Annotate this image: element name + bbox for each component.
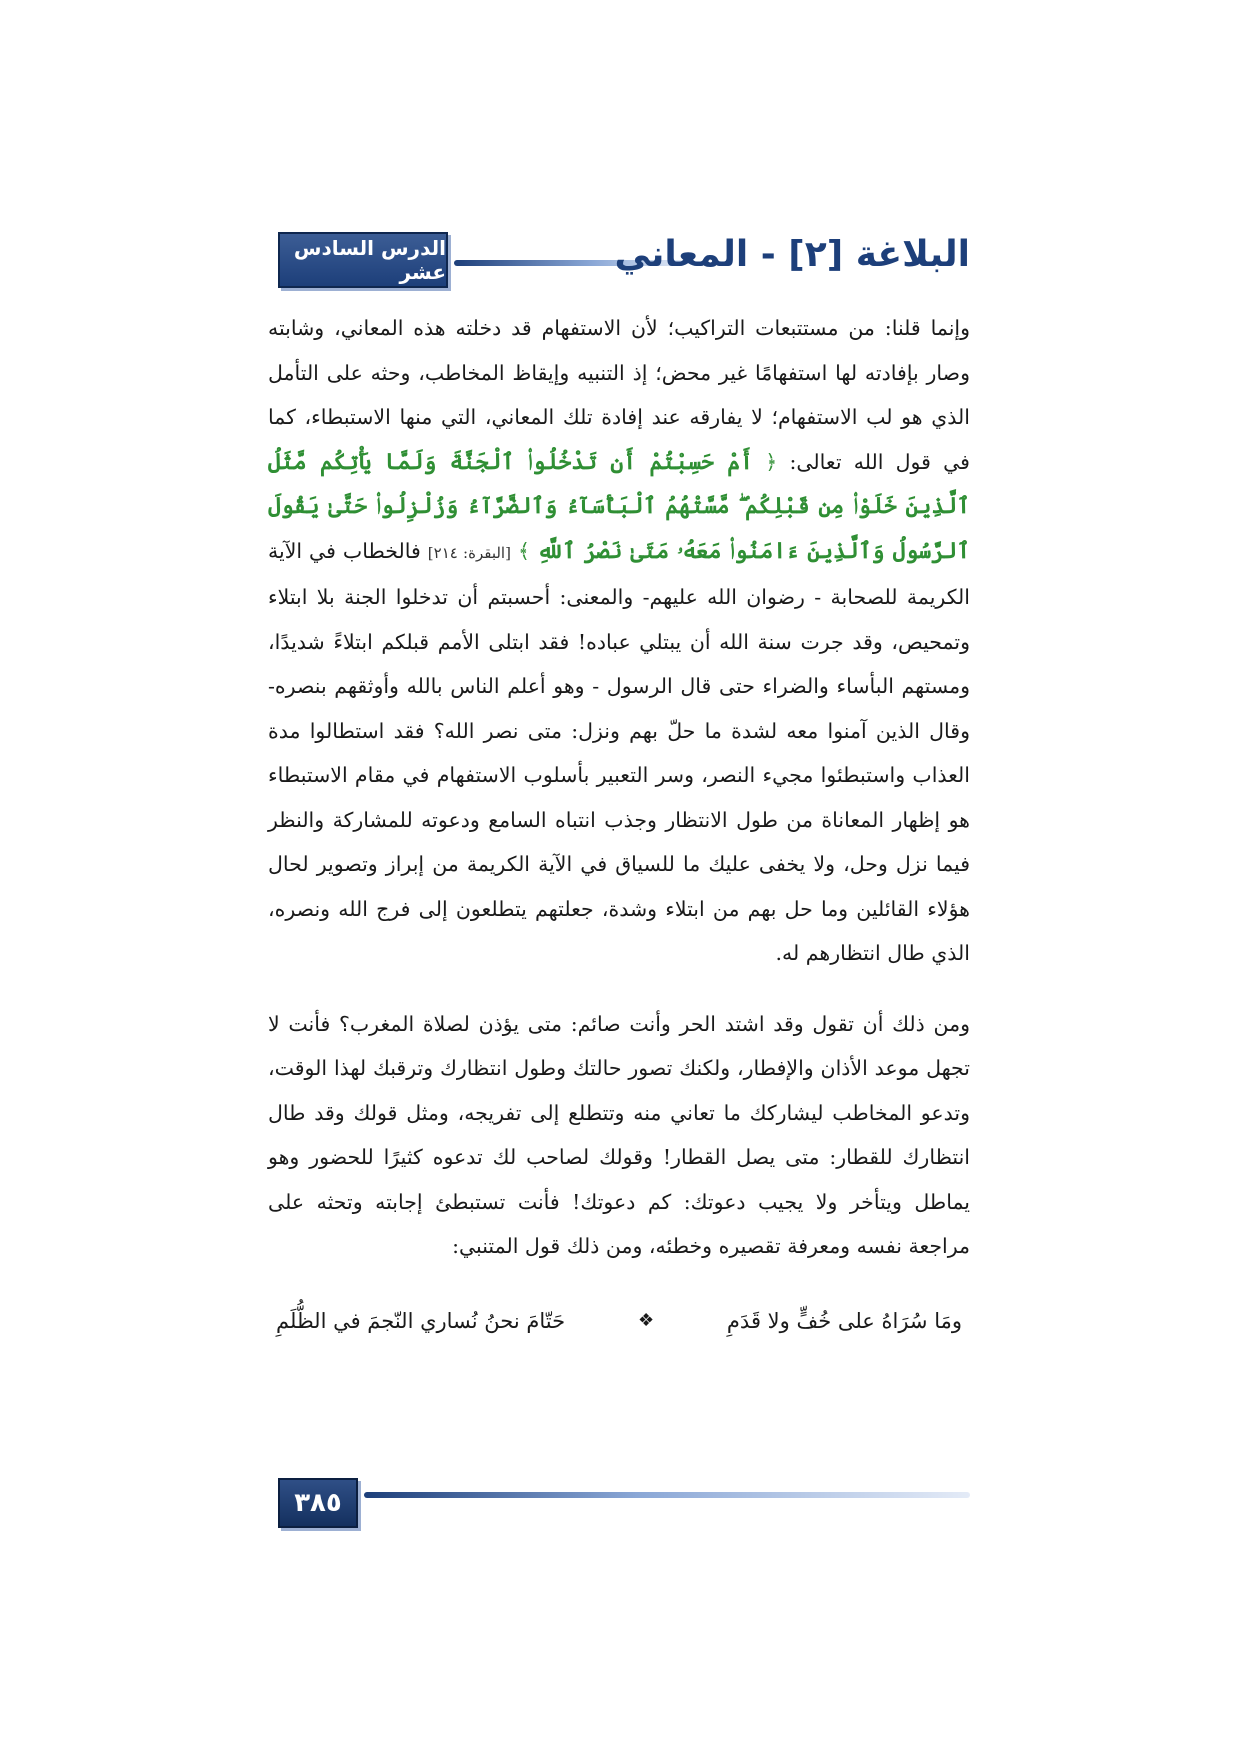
paragraph-1-intro: وإنما قلنا: من مستتبعات التراكيب؛ لأن الاستفهام قد دخلته هذه المعاني، وشابته وصار بإفادته لها استفهامًا غير محض؛ إذ التنبيه وإيقاظ المخاطب، وحثه على التأمل الذي هو لب الاستفهام؛ لا يفارقه عند إفادة تلك المعاني، التي منها الاستبطاء، كما في قول الله تعالى: xyxy=(268,316,970,474)
footer-divider xyxy=(364,1492,970,1498)
book-title: البلاغة [٢] - المعاني xyxy=(614,234,970,275)
page-footer xyxy=(278,1478,970,1528)
verse-citation: [البقرة: ٢١٤] xyxy=(427,543,511,562)
paragraph-1-explanation: فالخطاب في الآية الكريمة للصحابة - رضوان الله عليهم- والمعنى: أحسبتم أن تدخلوا الجنة بلا ابتلاء وتمحيص، وقد جرت سنة الله أن يبتلي عباده! فقد ابتلى الأمم قبلكم ابتلاءً شديدًا، ومستهم البأساء والضراء حتى قال الرسول - وهو أعلم الناس بالله وأوثقهم بنصره- وقال الذين آمنوا معه لشدة ما حلّ بهم ونزل: متى نصر الله؟ فقد استطالوا مدة العذاب واستبطئوا مجيء النصر، وسر التعبير بأسلوب الاستفهام في مقام الاستبطاء هو إظهار المعاناة من طول الانتظار وجذب انتباه السامع ودعوته للمشاركة والنظر فيما نزل وحل، ولا يخفى عليك ما للسياق في الآية الكريمة من إبراز وتصوير لحال هؤلاء القائلين وما حل بهم من ابتلاء وشدة، جعلتهم يتطلعون إلى فرج الله ونصره، الذي طال انتظارهم له. xyxy=(268,538,970,965)
verse-first-hemistich: حَتّامَ نحنُ نُساري النّجمَ في الظُّلَمِ xyxy=(276,1308,566,1333)
quran-open-bracket: ﴿ xyxy=(765,449,778,474)
verse-second-hemistich: ومَا سُرَاهُ على خُفٍّ ولا قَدَمِ xyxy=(726,1308,962,1333)
lesson-label: الدرس السادس عشر xyxy=(278,232,448,288)
verse-separator-icon: ❖ xyxy=(637,1309,655,1331)
page-body xyxy=(268,306,970,1343)
paragraph-2: ومن ذلك أن تقول وقد اشتد الحر وأنت صائم: متى يؤذن لصلاة المغرب؟ فأنت لا تجهل موعد الأذان والإفطار، ولكنك تصور حالتك وطول انتظارك وترقبك لهذا الوقت، وتدعو المخاطب ليشاركك ما تعاني منه وتتطلع إلى تفريجه، ومثل قولك وقد طال انتظارك للقطار: متى يصل القطار! وقولك لصاحب لك تدعوه كثيرًا للحضور وهو يماطل ويتأخر ولا يجيب دعوتك: كم دعوتك! فأنت تستبطئ إجابته وتحثه على مراجعة نفسه ومعرفة تقصيره وخطئه، ومن ذلك قول المتنبي: xyxy=(268,1011,970,1258)
quran-verse: أَمْ حَسِبْتُمْ أَن تَدْخُلُوا۟ ٱلْجَنَّةَ وَلَمَّا يَأْتِكُم مَّثَلُ ٱلَّذِينَ خَلَوْا۟ مِن قَبْلِكُم ۖ مَّسَّتْهُمُ ٱلْبَأْسَآءُ وَٱلضَّرَّآءُ وَزُلْزِلُوا۟ حَتَّىٰ يَقُولَ ٱلرَّسُولُ وَٱلَّذِينَ ءَامَنُوا۟ مَعَهُۥ مَتَىٰ نَصْرُ ٱللَّهِ xyxy=(268,448,970,564)
page-number: ٣٨٥ xyxy=(278,1478,358,1528)
poetry-verse xyxy=(268,1299,970,1344)
paragraph-1 xyxy=(268,306,970,976)
quran-close-bracket: ﴾ xyxy=(517,538,530,563)
page-header xyxy=(278,232,970,294)
